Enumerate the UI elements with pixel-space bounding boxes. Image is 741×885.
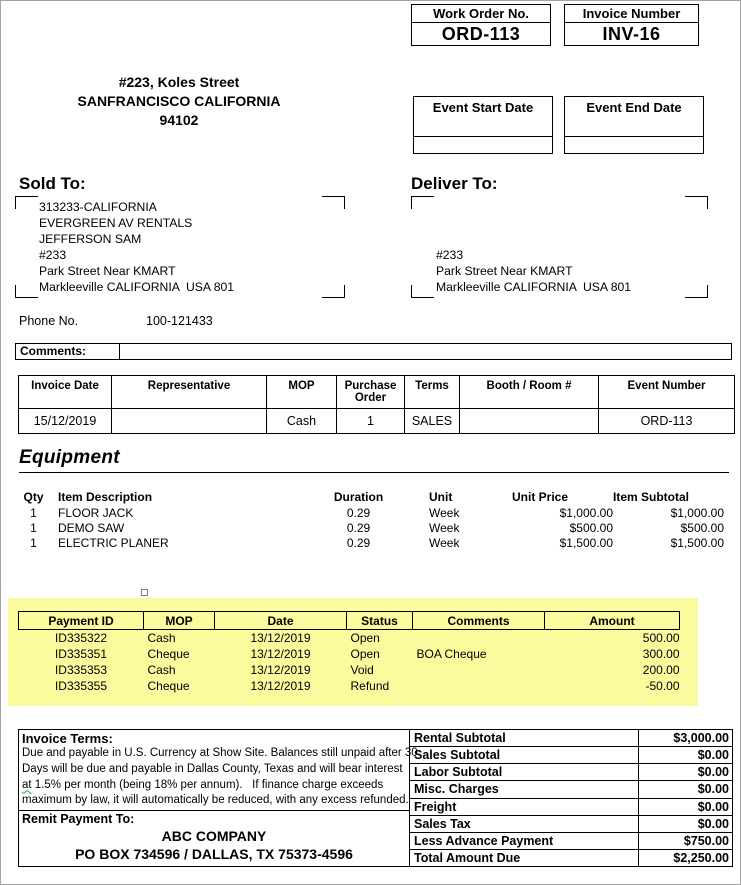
totals-value: $0.00 xyxy=(639,764,733,781)
invoice-terms-section xyxy=(19,730,418,811)
payment-amount: 300.00 xyxy=(642,646,680,661)
payments-header-status: Status xyxy=(347,612,413,630)
corner-bracket-icon xyxy=(411,196,434,209)
equipment-duration: 0.29 xyxy=(346,520,371,535)
payments-header-payment-id: Payment ID xyxy=(19,612,144,630)
payments-header-amount: Amount xyxy=(545,612,680,630)
equipment-unit-price: $500.00 xyxy=(569,520,613,535)
spellcheck-word: at xyxy=(22,778,32,791)
deliver-to-line1: #233 xyxy=(436,248,464,262)
payment-date: 13/12/2019 xyxy=(250,662,311,677)
sold-to-line3: JEFFERSON SAM xyxy=(39,232,142,246)
invoice-number-label: Invoice Number xyxy=(565,5,698,23)
order-booth-room xyxy=(460,409,599,434)
totals-label: Labor Subtotal xyxy=(410,764,639,781)
order-info-value-row xyxy=(19,409,735,434)
payment-id: ID335351 xyxy=(54,646,108,661)
sold-to-line4: #233 xyxy=(39,248,67,262)
invoice-terms-line3-rest: 1.5% per month (being 18% per annum). If finance charge exceeds xyxy=(34,778,384,791)
totals-label: Freight xyxy=(410,798,639,815)
remit-company-address: PO BOX 734596 / DALLAS, TX 75373-4596 xyxy=(75,846,353,862)
order-purchase-order: 1 xyxy=(337,409,405,434)
equipment-item-subtotal: $1,000.00 xyxy=(670,505,724,520)
order-header-terms: Terms xyxy=(405,376,460,409)
payment-date: 13/12/2019 xyxy=(250,630,311,645)
totals-label: Less Advance Payment xyxy=(410,832,639,849)
payment-mop: Cash xyxy=(147,630,176,645)
sold-to-line2: EVERGREEN AV RENTALS xyxy=(39,216,193,230)
deliver-to-line2: Park Street Near KMART xyxy=(436,264,573,278)
equipment-header-qty: Qty xyxy=(23,489,44,504)
totals-value: $0.00 xyxy=(639,798,733,815)
payment-comments xyxy=(413,662,545,678)
deliver-to-address xyxy=(436,247,631,295)
payment-comments: BOA Cheque xyxy=(416,646,487,661)
equipment-row xyxy=(18,505,724,520)
payments-header-row xyxy=(19,612,680,630)
payments-table xyxy=(18,611,680,694)
remit-payment-title: Remit Payment To: xyxy=(22,812,135,826)
equipment-header-unit: Unit xyxy=(429,489,453,504)
corner-bracket-icon xyxy=(685,196,708,209)
sold-to-address-box xyxy=(15,196,345,298)
payments-header-date: Date xyxy=(215,612,347,630)
totals-row-rental-subtotal xyxy=(410,730,733,747)
totals-label: Misc. Charges xyxy=(410,781,639,798)
deliver-to-address-box xyxy=(411,196,708,298)
equipment-unit-price: $1,500.00 xyxy=(559,535,613,550)
comments-bar xyxy=(15,343,732,360)
equipment-description: FLOOR JACK xyxy=(58,505,134,520)
equipment-item-subtotal: $500.00 xyxy=(680,520,724,535)
equipment-unit: Week xyxy=(429,505,460,520)
deliver-to-title: Deliver To: xyxy=(411,174,498,193)
sold-to-address xyxy=(39,199,234,295)
payment-status: Open xyxy=(350,646,380,661)
totals-table xyxy=(409,729,733,867)
comments-value xyxy=(120,344,731,359)
order-header-representative: Representative xyxy=(112,376,267,409)
payment-comments xyxy=(413,678,545,694)
payment-amount: -50.00 xyxy=(645,678,680,693)
equipment-unit: Week xyxy=(429,520,460,535)
invoice-terms-line1: Due and payable in U.S. Currency at Show Site. Balances still unpaid after 30 xyxy=(22,747,418,759)
corner-bracket-icon xyxy=(15,285,38,298)
phone-label: Phone No. xyxy=(19,314,79,328)
invoice-terms-line2: Days will be due and payable in Dallas County, Texas and will bear interest xyxy=(22,762,403,775)
equipment-unit-price: $1,000.00 xyxy=(559,505,613,520)
payment-date: 13/12/2019 xyxy=(250,678,311,693)
event-end-date-label: Event End Date xyxy=(586,100,682,115)
payment-row xyxy=(19,662,680,678)
totals-label: Total Amount Due xyxy=(410,849,639,866)
equipment-duration: 0.29 xyxy=(346,535,371,550)
totals-value: $0.00 xyxy=(639,747,733,764)
sold-to-title: Sold To: xyxy=(19,174,86,193)
invoice-terms-title: Invoice Terms: xyxy=(22,731,113,746)
order-terms: SALES xyxy=(405,409,460,434)
phone-value: 100-121433 xyxy=(146,314,213,328)
work-order-value: ORD-113 xyxy=(441,24,521,44)
payment-status: Open xyxy=(350,630,380,645)
company-address-line3: 94102 xyxy=(159,112,199,128)
totals-value: $2,250.00 xyxy=(639,849,733,866)
sold-to-line5: Park Street Near KMART xyxy=(39,264,176,278)
payment-mop: Cheque xyxy=(147,646,190,661)
payment-mop: Cheque xyxy=(147,678,190,693)
equipment-description: DEMO SAW xyxy=(58,520,125,535)
invoice-terms-line3 xyxy=(19,778,409,794)
order-info-table xyxy=(18,375,735,434)
equipment-qty: 1 xyxy=(30,520,37,535)
payment-date: 13/12/2019 xyxy=(250,646,311,661)
totals-label: Rental Subtotal xyxy=(410,730,639,747)
totals-value: $0.00 xyxy=(639,815,733,832)
payment-status: Refund xyxy=(350,678,390,693)
payments-header-comments: Comments xyxy=(413,612,545,630)
equipment-table xyxy=(18,488,724,550)
sold-to-line1: 313233-CALIFORNIA xyxy=(39,200,157,214)
payment-row xyxy=(19,646,680,662)
payment-row xyxy=(19,678,680,694)
corner-bracket-icon xyxy=(15,196,38,209)
invoice-terms-line4: maximum by law, it will automatically be reduced, with any excess refunded. xyxy=(22,794,409,807)
comments-label: Comments: xyxy=(16,344,120,359)
order-header-event-number: Event Number xyxy=(599,376,735,409)
corner-bracket-icon xyxy=(411,285,434,298)
payment-comments xyxy=(413,630,545,646)
equipment-qty: 1 xyxy=(30,505,37,520)
company-address-line2: SANFRANCISCO CALIFORNIA xyxy=(77,93,281,109)
corner-bracket-icon xyxy=(322,196,345,209)
totals-value: $750.00 xyxy=(639,832,733,849)
work-order-box xyxy=(411,4,551,46)
work-order-label: Work Order No. xyxy=(412,5,550,23)
equipment-header-duration: Duration xyxy=(333,489,384,504)
totals-value: $3,000.00 xyxy=(639,730,733,747)
payments-highlight-block xyxy=(8,598,698,706)
payment-status: Void xyxy=(350,662,374,677)
payment-row xyxy=(19,630,680,646)
order-info-header-row xyxy=(19,376,735,409)
payment-amount: 500.00 xyxy=(642,630,680,645)
totals-row-sales-subtotal xyxy=(410,747,733,764)
equipment-duration: 0.29 xyxy=(346,505,371,520)
corner-bracket-icon xyxy=(322,285,345,298)
order-header-booth-room: Booth / Room # xyxy=(460,376,599,409)
payment-id: ID335353 xyxy=(54,662,108,677)
equipment-title-rule xyxy=(19,472,729,473)
deliver-to-line3: Markleeville CALIFORNIA USA 801 xyxy=(436,280,632,294)
order-header-mop: MOP xyxy=(267,376,337,409)
totals-row-less-advance-payment xyxy=(410,832,733,849)
totals-value: $0.00 xyxy=(639,781,733,798)
payments-header-mop: MOP xyxy=(144,612,215,630)
equipment-qty: 1 xyxy=(30,535,37,550)
remit-payment-section xyxy=(19,811,409,862)
invoice-number-box xyxy=(564,4,699,46)
payment-mop: Cash xyxy=(147,662,176,677)
event-end-date-box xyxy=(564,96,704,154)
equipment-header-unit-price: Unit Price xyxy=(511,489,568,504)
company-address xyxy=(29,73,329,130)
payment-id: ID335322 xyxy=(54,630,108,645)
empty-checkbox-icon xyxy=(141,589,148,596)
sold-to-line6: Markleeville CALIFORNIA USA 801 xyxy=(39,280,235,294)
payment-id: ID335355 xyxy=(54,678,108,693)
invoice-number-value: INV-16 xyxy=(602,24,661,44)
equipment-unit: Week xyxy=(429,535,460,550)
event-start-date-label: Event Start Date xyxy=(432,100,534,115)
event-end-date-value xyxy=(565,136,703,153)
equipment-row xyxy=(18,535,724,550)
order-header-invoice-date: Invoice Date xyxy=(19,376,112,409)
company-address-line1: #223, Koles Street xyxy=(118,74,240,90)
equipment-header-item-subtotal: Item Subtotal xyxy=(613,489,690,504)
order-mop: Cash xyxy=(267,409,337,434)
order-invoice-date: 15/12/2019 xyxy=(19,409,112,434)
totals-row-sales-tax xyxy=(410,815,733,832)
order-event-number: ORD-113 xyxy=(599,409,735,434)
totals-row-total-amount-due xyxy=(410,849,733,866)
invoice-terms-box xyxy=(18,729,418,867)
totals-label: Sales Tax xyxy=(410,815,639,832)
totals-row-misc-charges xyxy=(410,781,733,798)
equipment-header-description: Item Description xyxy=(58,489,153,504)
equipment-section-title: Equipment xyxy=(19,447,120,468)
equipment-header-row xyxy=(18,488,724,505)
equipment-row xyxy=(18,520,724,535)
equipment-description: ELECTRIC PLANER xyxy=(58,535,169,550)
totals-label: Sales Subtotal xyxy=(410,747,639,764)
payment-amount: 200.00 xyxy=(642,662,680,677)
event-start-date-box xyxy=(413,96,553,154)
remit-company-name: ABC COMPANY xyxy=(161,828,267,844)
event-start-date-value xyxy=(414,136,552,153)
equipment-item-subtotal: $1,500.00 xyxy=(670,535,724,550)
corner-bracket-icon xyxy=(685,285,708,298)
totals-row-freight xyxy=(410,798,733,815)
totals-row-labor-subtotal xyxy=(410,764,733,781)
order-representative xyxy=(112,409,267,434)
order-header-purchase-order: Purchase Order xyxy=(337,376,405,409)
